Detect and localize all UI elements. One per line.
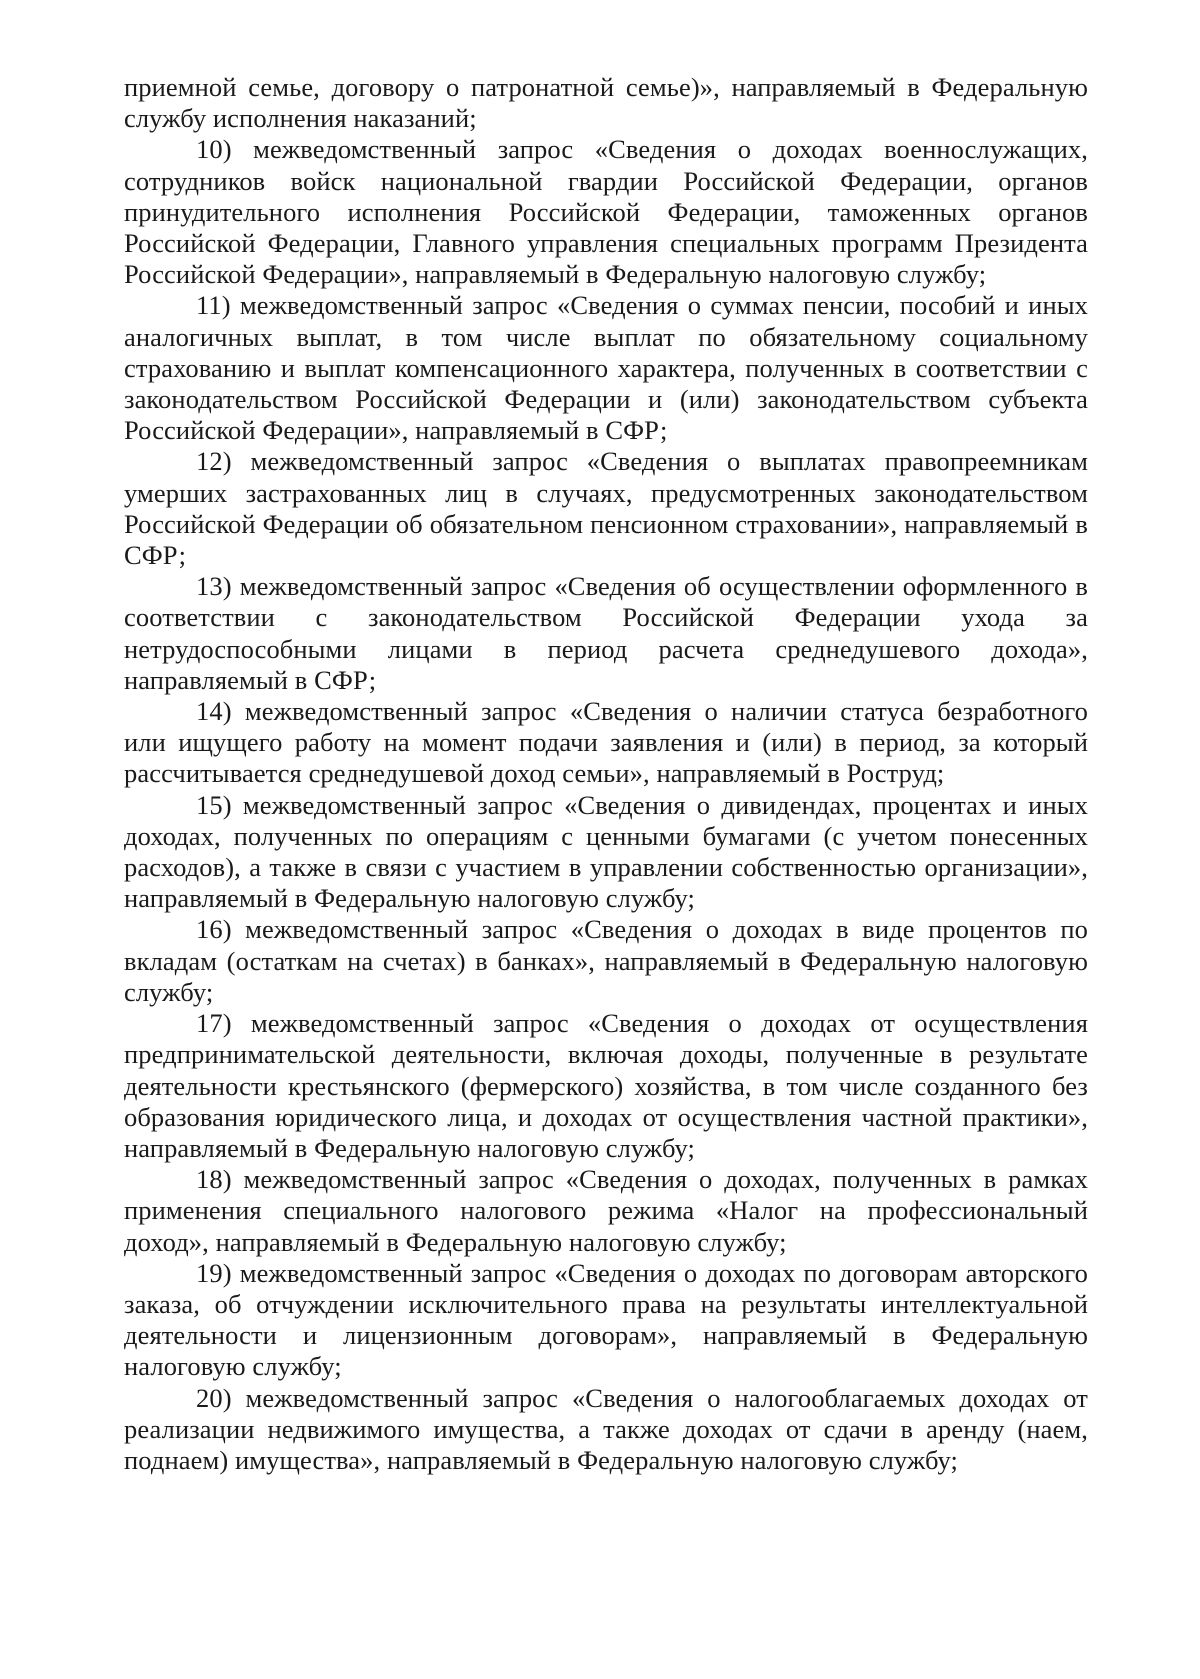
paragraph-item-15: 15) межведомственный запрос «Сведения о дивидендах, процентах и иных доходах, полученных по операциям с ценными бумагами (с учетом понесенных расходов), а также в связи с участием в управлении собственностью организации», направляемый в Федеральную налоговую службу;: [124, 789, 1088, 914]
paragraph-item-12: 12) межведомственный запрос «Сведения о выплатах правопреемникам умерших застрахованных лиц в случаях, предусмотренных законодательством Российской Федерации об обязательном пенсионном страховании», направляемый в СФР;: [124, 446, 1088, 571]
paragraph-continuation: приемной семье, договору о патронатной семье)», направляемый в Федеральную службу исполнения наказаний;: [124, 72, 1088, 134]
paragraph-item-16: 16) межведомственный запрос «Сведения о доходах в виде процентов по вкладам (остаткам на счетах) в банках», направляемый в Федеральную налоговую службу;: [124, 914, 1088, 1007]
paragraph-item-11: 11) межведомственный запрос «Сведения о суммах пенсии, пособий и иных аналогичных выплат, в том числе выплат по обязательному социальному страхованию и выплат компенсационного характера, полученных в соответствии с законодательством Российской Федерации и (или) законодательством субъекта Российской Федерации», направляемый в СФР;: [124, 290, 1088, 446]
paragraph-item-19: 19) межведомственный запрос «Сведения о доходах по договорам авторского заказа, об отчуждении исключительного права на результаты интеллектуальной деятельности и лицензионным договорам», направляемый в Федеральную налоговую службу;: [124, 1257, 1088, 1382]
paragraph-item-18: 18) межведомственный запрос «Сведения о доходах, полученных в рамках применения специального налогового режима «Налог на профессиональный доход», направляемый в Федеральную налоговую службу;: [124, 1164, 1088, 1257]
paragraph-item-14: 14) межведомственный запрос «Сведения о наличии статуса безработного или ищущего работу на момент подачи заявления и (или) в период, за который рассчитывается среднедушевой доход семьи», направляемый в Роструд;: [124, 696, 1088, 789]
paragraph-item-20: 20) межведомственный запрос «Сведения о налогооблагаемых доходах от реализации недвижимого имущества, а также доходах от сдачи в аренду (наем, поднаем) имущества», направляемый в Федеральную налоговую службу;: [124, 1382, 1088, 1475]
document-body: [124, 72, 1088, 1476]
paragraph-item-13: 13) межведомственный запрос «Сведения об осуществлении оформленного в соответствии с законодательством Российской Федерации ухода за нетрудоспособными лицами в период расчета среднедушевого дохода», направляемый в СФР;: [124, 571, 1088, 695]
paragraph-item-10: 10) межведомственный запрос «Сведения о доходах военнослужащих, сотрудников войск национальной гвардии Российской Федерации, органов принудительного исполнения Российской Федерации, таможенных органов Российской Федерации, Главного управления специальных программ Президента Российской Федерации», направляемый в Федеральную налоговую службу;: [124, 134, 1088, 290]
paragraph-item-17: 17) межведомственный запрос «Сведения о доходах от осуществления предпринимательской деятельности, включая доходы, полученные в результате деятельности крестьянского (фермерского) хозяйства, в том числе созданного без образования юридического лица, и доходах от осуществления частной практики», направляемый в Федеральную налоговую службу;: [124, 1008, 1088, 1163]
